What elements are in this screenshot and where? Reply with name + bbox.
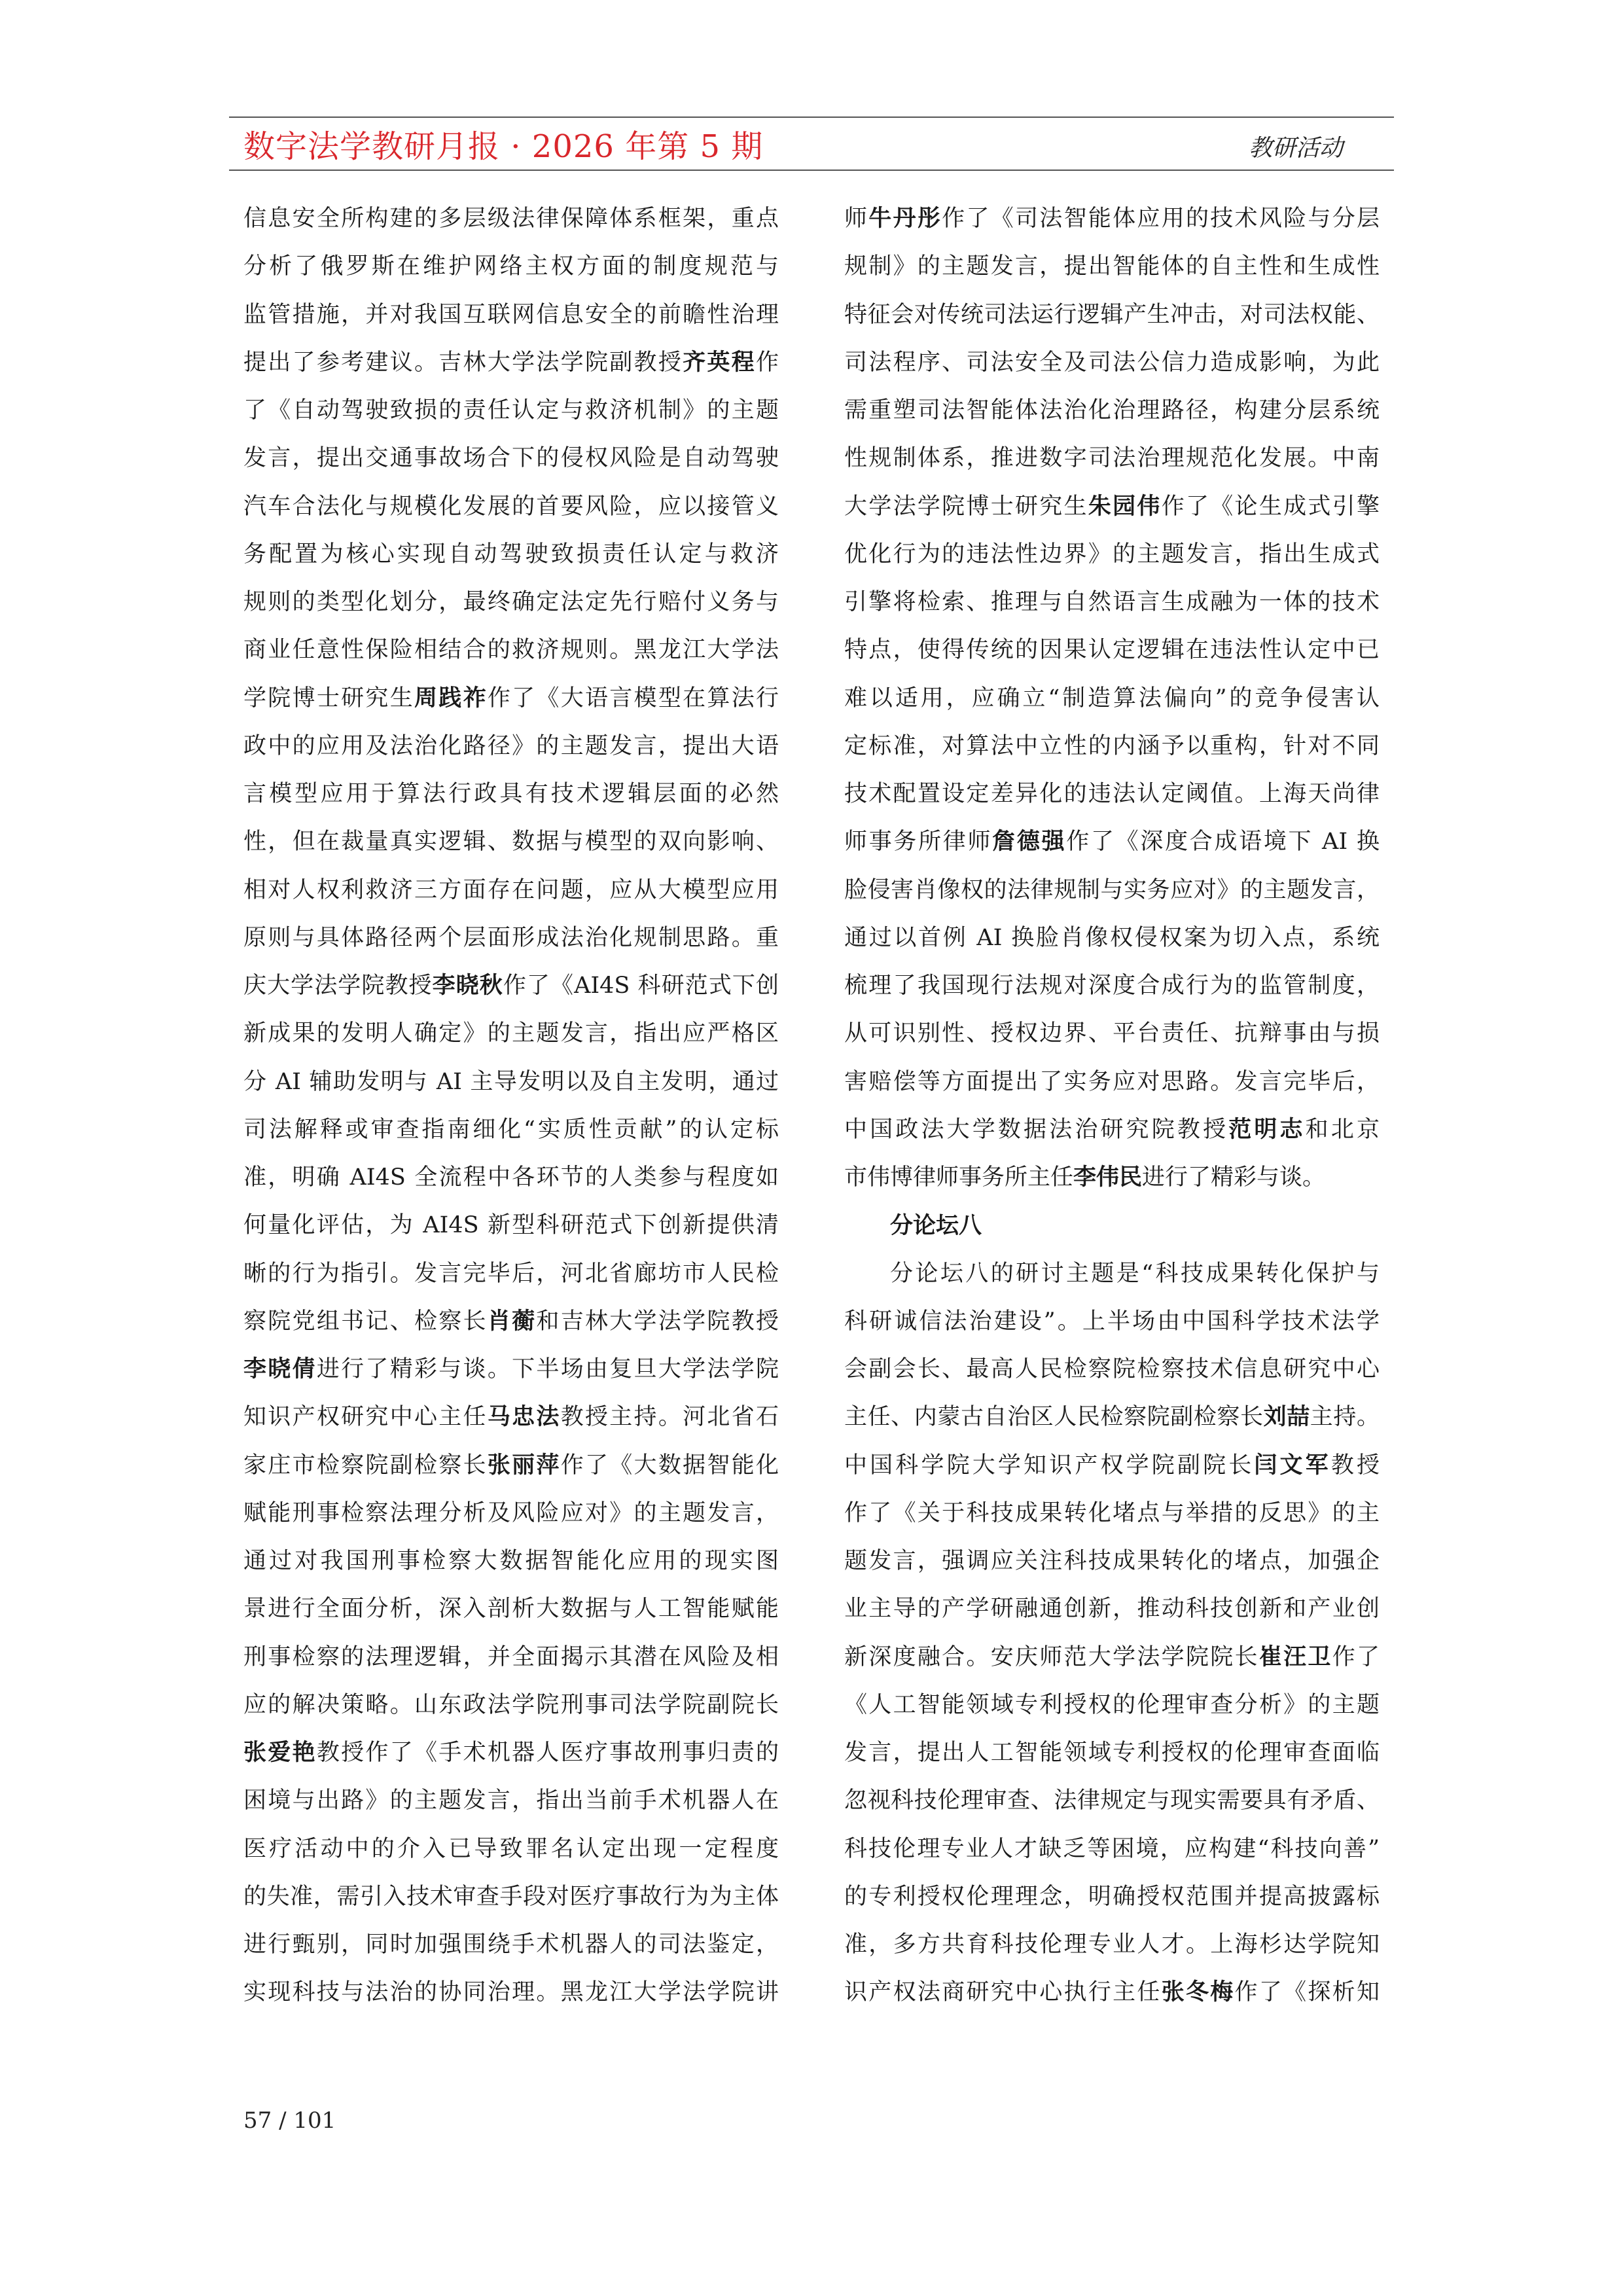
text-run: 司法解释或审查指南细化“实质性贡献”的认定标 — [243, 1116, 779, 1143]
text-run: 和北京 — [1305, 1116, 1380, 1143]
text-line — [844, 1202, 1380, 1249]
text-run: 教授作了《手术机器人医疗事故刑事归责的 — [316, 1740, 779, 1766]
text-line — [243, 1058, 779, 1106]
text-run: 市伟博律师事务所主任 — [844, 1164, 1074, 1191]
text-line — [844, 962, 1380, 1010]
person-name: 张丽萍 — [487, 1452, 561, 1479]
text-run: 景进行全面分析，深入剖析大数据与人工智能赋能 — [243, 1596, 779, 1623]
text-run: 医疗活动中的介入已导致罪名认定出现一定程度 — [243, 1835, 779, 1862]
text-run: 科研诚信法治建设”。上半场由中国科学技术法学 — [844, 1308, 1380, 1335]
page-number: 57 / 101 — [243, 2108, 336, 2134]
text-line — [844, 770, 1380, 818]
text-line — [243, 1777, 779, 1825]
text-line — [243, 1873, 779, 1921]
text-line — [844, 1298, 1380, 1346]
text-run: 师 — [844, 206, 869, 232]
text-run: 科技伦理专业人才缺乏等困境，应构建“科技向善” — [844, 1835, 1380, 1862]
text-line — [844, 387, 1380, 435]
text-run: 作了《深度合成语境下 AI 换 — [1066, 829, 1380, 855]
text-run: 分 AI 辅助发明与 AI 主导发明以及自主发明，通过 — [243, 1068, 779, 1095]
text-run: 性规制体系，推进数字司法治理规范化发展。中南 — [844, 445, 1380, 472]
text-run: 通过以首例 AI 换脸肖像权侵权案为切入点，系统 — [844, 924, 1380, 951]
person-name: 刘喆 — [1263, 1404, 1310, 1431]
text-line — [243, 531, 779, 579]
text-line — [243, 1250, 779, 1298]
text-run: 庆大学法学院教授 — [243, 973, 433, 999]
text-run: 作了《论生成式引擎 — [1161, 493, 1380, 520]
text-line — [243, 1825, 779, 1873]
text-run: 技术配置设定差异化的违法认定阈值。上海天尚律 — [844, 781, 1380, 807]
text-run: 作 — [755, 349, 779, 376]
text-line — [844, 195, 1380, 243]
header-rule-bottom — [229, 170, 1394, 171]
text-run: 准，明确 AI4S 全流程中各环节的人类参与程度如 — [243, 1164, 779, 1191]
text-line — [844, 1777, 1380, 1825]
person-name: 张冬梅 — [1161, 1979, 1235, 2006]
text-run: 晰的行为指引。发言完毕后，河北省廊坊市人民检 — [243, 1260, 779, 1287]
text-run: 教授 — [1330, 1452, 1380, 1479]
text-run: 司法程序、司法安全及司法公信力造成影响，为此 — [844, 349, 1380, 376]
text-run: 大学法学院博士研究生 — [844, 493, 1088, 520]
text-run: 中国政法大学数据法治研究院教授 — [844, 1116, 1229, 1143]
text-line — [243, 1298, 779, 1346]
article-column-right — [844, 195, 1380, 2017]
text-line — [243, 1154, 779, 1202]
text-run: 汽车合法化与规模化发展的首要风险，应以接管义 — [243, 493, 779, 520]
text-line — [844, 1154, 1380, 1202]
text-line — [844, 867, 1380, 914]
text-line — [243, 387, 779, 435]
text-line — [844, 914, 1380, 962]
text-run: 害赔偿等方面提出了实务应对思路。发言完毕后， — [844, 1068, 1380, 1095]
text-run: 刑事检察的法理逻辑，并全面揭示其潜在风险及相 — [243, 1643, 779, 1670]
text-line — [243, 1585, 779, 1633]
person-name: 崔汪卫 — [1258, 1643, 1332, 1670]
text-run: 的失准，需引入技术审查手段对医疗事故行为为主体 — [243, 1883, 779, 1910]
text-line — [243, 291, 779, 339]
text-run: 新成果的发明人确定》的主题发言，指出应严格区 — [243, 1020, 779, 1047]
text-run: 作了《大语言模型在算法行 — [487, 685, 779, 711]
text-line — [844, 1634, 1380, 1681]
journal-title: 数字法学教研月报 · 2026 年第 5 期 — [243, 128, 764, 165]
text-run: 进行了精彩与谈。 — [1142, 1164, 1326, 1191]
text-line — [243, 1106, 779, 1154]
text-line — [844, 1969, 1380, 2017]
text-run: 梳理了我国现行法规对深度合成行为的监管制度， — [844, 973, 1380, 999]
person-name: 詹德强 — [992, 829, 1067, 855]
text-run: 相对人权利救济三方面存在问题，应从大模型应用 — [243, 876, 779, 903]
text-run: 政中的应用及法治化路径》的主题发言，提出大语 — [243, 732, 779, 759]
text-line — [243, 626, 779, 674]
text-run: 应的解决策略。山东政法学院刑事司法学院副院长 — [243, 1691, 779, 1718]
text-line — [243, 1921, 779, 1969]
text-run: 进行甄别，同时加强围绕手术机器人的司法鉴定， — [243, 1931, 779, 1958]
text-run: 性，但在裁量真实逻辑、数据与模型的双向影响、 — [243, 829, 779, 855]
text-run: 会副会长、最高人民检察院检察技术信息研究中心 — [844, 1356, 1380, 1382]
text-line — [243, 867, 779, 914]
text-line — [844, 1058, 1380, 1106]
text-run: 定标准，对算法中立性的内涵予以重构，针对不同 — [844, 732, 1380, 759]
text-run: 困境与出路》的主题发言，指出当前手术机器人在 — [243, 1787, 779, 1814]
text-line — [844, 291, 1380, 339]
text-line — [844, 1250, 1380, 1298]
text-line — [243, 1393, 779, 1441]
text-run: 特征会对传统司法运行逻辑产生冲击，对司法权能、 — [844, 301, 1380, 328]
text-line — [844, 531, 1380, 579]
person-name: 齐英程 — [683, 349, 756, 376]
person-name: 李伟民 — [1073, 1164, 1143, 1191]
text-run: 商业任意性保险相结合的救济规则。黑龙江大学法 — [243, 637, 779, 664]
text-run: 信息安全所构建的多层级法律保障体系框架，重点 — [243, 206, 779, 232]
text-run: 分论坛八的研讨主题是“科技成果转化保护与 — [890, 1260, 1380, 1287]
text-run: 主持。 — [1310, 1404, 1380, 1431]
text-line — [844, 675, 1380, 723]
text-run: 忽视科技伦理审查、法律规定与现实需要具有矛盾、 — [844, 1787, 1380, 1814]
text-run: 《人工智能领域专利授权的伦理审查分析》的主题 — [844, 1691, 1380, 1718]
text-line — [243, 1969, 779, 2017]
text-run: 规制》的主题发言，提出智能体的自主性和生成性 — [844, 253, 1380, 280]
text-run: 题发言，强调应关注科技成果转化的堵点，加强企 — [844, 1548, 1380, 1574]
header-rule-top — [229, 117, 1394, 118]
text-line — [844, 1873, 1380, 1921]
text-line — [844, 1442, 1380, 1490]
text-run: 引擎将检索、推理与自然语言生成融为一体的技术 — [844, 589, 1380, 615]
text-line — [243, 1010, 779, 1058]
text-line — [243, 195, 779, 243]
text-line — [844, 723, 1380, 770]
text-line — [243, 483, 779, 531]
text-line — [844, 818, 1380, 866]
text-run: 进行了精彩与谈。下半场由复旦大学法学院 — [316, 1356, 779, 1382]
text-run: 主任、内蒙古自治区人民检察院副检察长 — [844, 1404, 1264, 1431]
text-line — [243, 1490, 779, 1537]
text-line — [844, 1010, 1380, 1058]
text-run: 察院党组书记、检察长 — [243, 1308, 488, 1335]
text-line — [844, 1537, 1380, 1585]
text-line — [844, 579, 1380, 626]
text-line — [844, 1681, 1380, 1729]
person-name: 肖蘅 — [487, 1308, 537, 1335]
text-line — [243, 339, 779, 387]
text-line — [243, 723, 779, 770]
person-name: 周践祚 — [414, 685, 488, 711]
text-run: 作了 — [1332, 1643, 1380, 1670]
text-run: 作了《司法智能体应用的技术风险与分层 — [942, 206, 1380, 232]
text-line — [844, 1490, 1380, 1537]
text-run: 规则的类型化划分，最终确定法定先行赔付义务与 — [243, 589, 779, 615]
person-name: 张爱艳 — [243, 1740, 317, 1766]
text-line — [844, 339, 1380, 387]
text-run: 新深度融合。安庆师范大学法学院院长 — [844, 1643, 1259, 1670]
text-line — [243, 770, 779, 818]
text-run: 赋能刑事检察法理分析及风险应对》的主题发言， — [243, 1499, 779, 1526]
text-line — [844, 1106, 1380, 1154]
text-run: 作了《AI4S 科研范式下创 — [503, 973, 779, 999]
person-name: 李晓秋 — [432, 973, 503, 999]
text-run: 师事务所律师 — [844, 829, 993, 855]
text-line — [243, 962, 779, 1010]
text-line — [844, 243, 1380, 291]
text-line — [243, 579, 779, 626]
text-line — [844, 626, 1380, 674]
text-run: 务配置为核心实现自动驾驶致损责任认定与救济 — [243, 541, 779, 567]
article-column-left — [243, 195, 779, 2017]
text-line — [844, 435, 1380, 482]
text-run: 作了《探析知 — [1234, 1979, 1380, 2006]
text-line — [243, 818, 779, 866]
text-line — [844, 1921, 1380, 1969]
text-run: 发言，提出交通事故场合下的侵权风险是自动驾驶 — [243, 445, 779, 472]
text-run: 监管措施，并对我国互联网信息安全的前瞻性治理 — [243, 301, 779, 328]
text-run: 准，多方共育科技伦理专业人才。上海杉达学院知 — [844, 1931, 1380, 1958]
text-line — [844, 1825, 1380, 1873]
text-run: 实现科技与法治的协同治理。黑龙江大学法学院讲 — [243, 1979, 779, 2006]
text-line — [844, 1346, 1380, 1393]
text-line — [243, 1681, 779, 1729]
text-line — [243, 435, 779, 482]
person-name: 牛丹彤 — [868, 206, 942, 232]
text-run: 识产权法商研究中心执行主任 — [844, 1979, 1162, 2006]
text-line — [844, 483, 1380, 531]
text-run: 脸侵害肖像权的法律规制与实务应对》的主题发言， — [844, 876, 1380, 903]
text-line — [243, 243, 779, 291]
text-line — [243, 1202, 779, 1249]
text-run: 从可识别性、授权边界、平台责任、抗辩事由与损 — [844, 1020, 1380, 1047]
text-line — [243, 675, 779, 723]
text-run: 和吉林大学法学院教授 — [536, 1308, 779, 1335]
person-name: 李晓倩 — [243, 1356, 317, 1382]
text-run: 了《自动驾驶致损的责任认定与救济机制》的主题 — [243, 397, 779, 423]
text-run: 业主导的产学研融通创新，推动科技创新和产业创 — [844, 1596, 1380, 1623]
text-line — [844, 1585, 1380, 1633]
text-run: 分析了俄罗斯在维护网络主权方面的制度规范与 — [243, 253, 779, 280]
text-run: 发言，提出人工智能领域专利授权的伦理审查面临 — [844, 1740, 1380, 1766]
person-name: 闫文军 — [1254, 1452, 1331, 1479]
text-line — [243, 1537, 779, 1585]
text-run: 的专利授权伦理理念，明确授权范围并提高披露标 — [844, 1883, 1380, 1910]
section-name: 教研活动 — [1248, 135, 1343, 162]
text-run: 原则与具体路径两个层面形成法治化规制思路。重 — [243, 924, 779, 951]
text-run: 中国科学院大学知识产权学院副院长 — [844, 1452, 1255, 1479]
text-run: 作了《大数据智能化 — [560, 1452, 779, 1479]
person-name: 马忠法 — [487, 1404, 561, 1431]
text-line — [243, 1634, 779, 1681]
person-name: 范明志 — [1228, 1116, 1306, 1143]
text-line — [844, 1393, 1380, 1441]
text-line — [243, 1346, 779, 1393]
text-run: 言模型应用于算法行政具有技术逻辑层面的必然 — [243, 781, 779, 807]
text-run: 学院博士研究生 — [243, 685, 414, 711]
person-name: 朱园伟 — [1088, 493, 1162, 520]
text-line — [844, 1729, 1380, 1777]
text-run: 家庄市检察院副检察长 — [243, 1452, 488, 1479]
person-name: 分论坛八 — [890, 1213, 982, 1240]
text-run: 何量化评估，为 AI4S 新型科研范式下创新提供清 — [243, 1212, 779, 1239]
text-line — [243, 914, 779, 962]
text-line — [243, 1442, 779, 1490]
text-run: 教授主持。河北省石 — [560, 1404, 779, 1431]
text-run: 作了《关于科技成果转化堵点与举措的反思》的主 — [844, 1499, 1380, 1526]
text-run: 特点，使得传统的因果认定逻辑在违法性认定中已 — [844, 637, 1380, 664]
text-line — [243, 1729, 779, 1777]
text-run: 提出了参考建议。吉林大学法学院副教授 — [243, 349, 683, 376]
text-run: 需重塑司法智能体法治化治理路径，构建分层系统 — [844, 397, 1380, 423]
text-run: 优化行为的违法性边界》的主题发言，指出生成式 — [844, 541, 1380, 567]
text-run: 难以适用，应确立“制造算法偏向”的竞争侵害认 — [844, 685, 1380, 711]
text-run: 知识产权研究中心主任 — [243, 1404, 488, 1431]
text-run: 通过对我国刑事检察大数据智能化应用的现实图 — [243, 1548, 779, 1574]
